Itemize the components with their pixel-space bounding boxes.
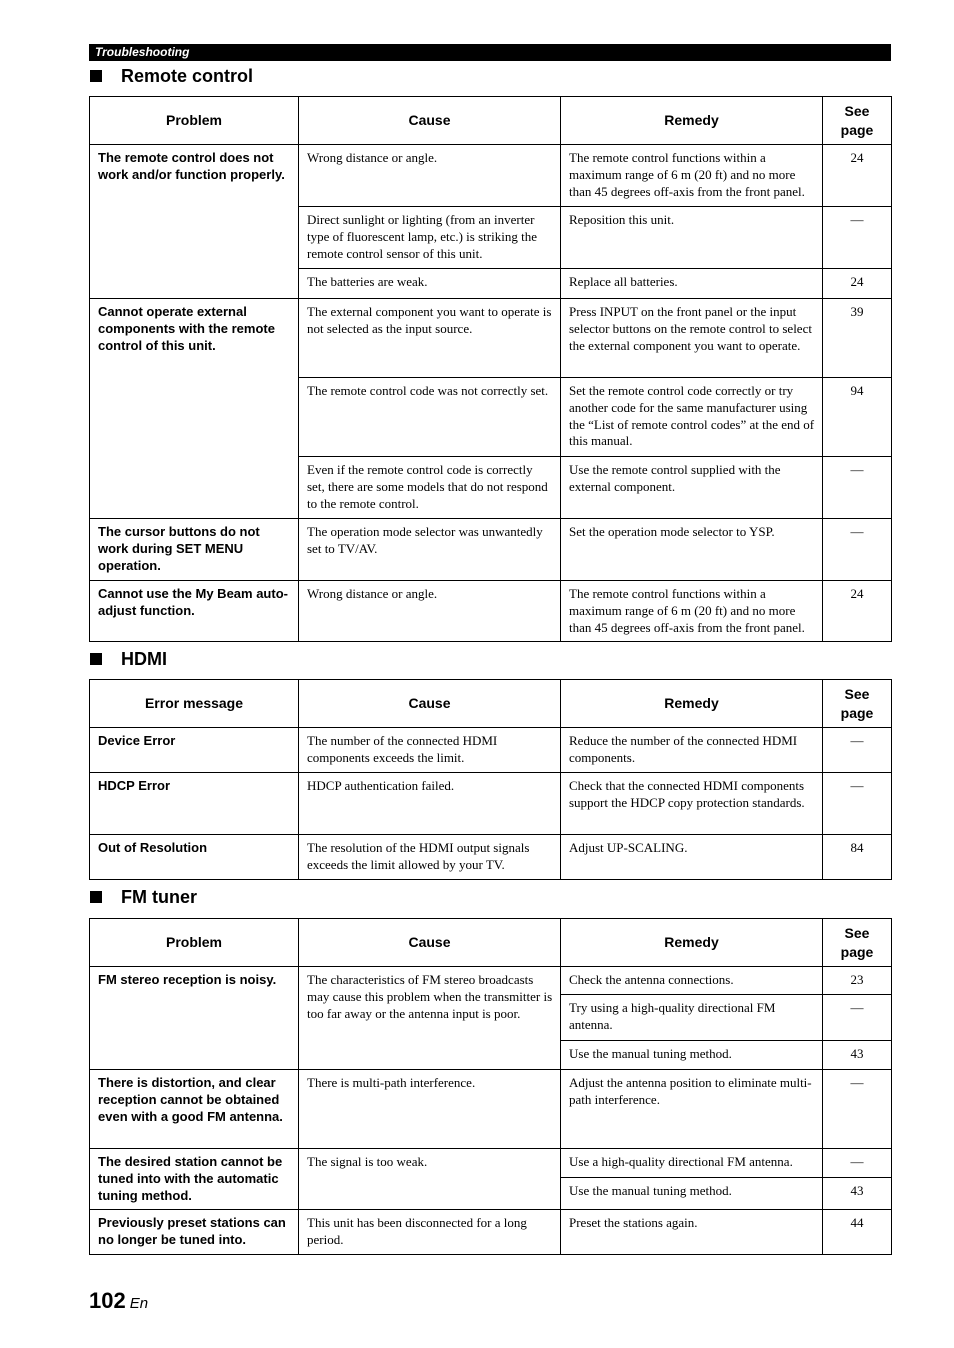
remedy-cell: Reduce the number of the connected HDMI components. (561, 728, 823, 773)
cause-cell: The signal is too weak. (299, 1149, 561, 1210)
cause-cell: The resolution of the HDMI output signals exceeds the limit allowed by your TV. (299, 835, 561, 880)
remedy-cell: Use the remote control supplied with the external component. (561, 457, 823, 519)
cause-cell: The operation mode selector was unwantedly set to TV/AV. (299, 519, 561, 581)
remedy-cell: Adjust UP-SCALING. (561, 835, 823, 880)
table-row (90, 519, 892, 581)
problem-cell: The remote control does not work and/or function properly. (90, 145, 299, 299)
remedy-cell: Try using a high-quality directional FM antenna. (561, 995, 823, 1041)
table-row (90, 967, 892, 995)
page-cell: 43 (823, 1041, 892, 1070)
hdmi-heading (89, 647, 891, 671)
cause-cell: This unit has been disconnected for a long period. (299, 1210, 561, 1255)
page-cell: 24 (823, 269, 892, 299)
remedy-cell: Set the operation mode selector to YSP. (561, 519, 823, 581)
language-code: En (129, 1295, 149, 1312)
page-cell: 24 (823, 581, 892, 642)
fm-tuner-heading (89, 885, 891, 909)
problem-cell: The desired station cannot be tuned into with the automatic tuning method. (90, 1149, 299, 1210)
error-message-cell: HDCP Error (90, 773, 299, 835)
remedy-cell: Press INPUT on the front panel or the input selector buttons on the remote control to select the external component you want to operate. (561, 299, 823, 378)
remedy-cell: Adjust the antenna position to eliminate multi-path interference. (561, 1070, 823, 1149)
column-header-cause: Cause (299, 919, 561, 967)
remedy-cell: Check the antenna connections. (561, 967, 823, 995)
page-cell: — (823, 457, 892, 519)
page-cell: — (823, 1149, 892, 1178)
cause-cell: Even if the remote control code is correctly set, there are some models that do not respond to the remote control. (299, 457, 561, 519)
page-cell: 23 (823, 967, 892, 995)
problem-cell: There is distortion, and clear reception cannot be obtained even with a good FM antenna. (90, 1070, 299, 1149)
page-cell: — (823, 728, 892, 773)
remedy-cell: Reposition this unit. (561, 207, 823, 269)
remedy-cell: Use the manual tuning method. (561, 1041, 823, 1070)
page-footer (89, 1288, 148, 1314)
cause-cell: The batteries are weak. (299, 269, 561, 299)
table-header-row (90, 680, 892, 728)
table-header-row (90, 97, 892, 145)
fm-tuner-title: FM tuner (121, 887, 197, 907)
table-header-row (90, 919, 892, 967)
page-cell: 24 (823, 145, 892, 207)
column-header-remedy: Remedy (561, 97, 823, 145)
remote-control-table (89, 96, 892, 642)
square-bullet-icon (90, 653, 102, 665)
page-cell: 84 (823, 835, 892, 880)
manual-page (89, 44, 891, 1255)
page-cell: — (823, 1070, 892, 1149)
column-header-see-page: See page (823, 680, 892, 728)
table-row (90, 1149, 892, 1178)
problem-cell: Cannot operate external components with the remote control of this unit. (90, 299, 299, 519)
table-row (90, 581, 892, 642)
column-header-error-message: Error message (90, 680, 299, 728)
column-header-cause: Cause (299, 97, 561, 145)
error-message-cell: Device Error (90, 728, 299, 773)
square-bullet-icon (90, 891, 102, 903)
square-bullet-icon (90, 70, 102, 82)
table-row (90, 835, 892, 880)
fm-tuner-table (89, 918, 892, 1255)
column-header-see-page: See page (823, 97, 892, 145)
column-header-cause: Cause (299, 680, 561, 728)
remedy-cell: Check that the connected HDMI components support the HDCP copy protection standards. (561, 773, 823, 835)
page-cell: — (823, 207, 892, 269)
hdmi-table (89, 679, 892, 880)
error-message-cell: Out of Resolution (90, 835, 299, 880)
page-cell: — (823, 519, 892, 581)
page-cell: — (823, 773, 892, 835)
hdmi-title: HDMI (121, 649, 167, 669)
column-header-remedy: Remedy (561, 680, 823, 728)
remedy-cell: Replace all batteries. (561, 269, 823, 299)
cause-cell: Direct sunlight or lighting (from an inverter type of fluorescent lamp, etc.) is striking the remote control sensor of this unit. (299, 207, 561, 269)
section-header-bar: Troubleshooting (89, 44, 891, 61)
table-row (90, 145, 892, 207)
column-header-see-page: See page (823, 919, 892, 967)
remote-control-title: Remote control (121, 66, 254, 86)
problem-cell: FM stereo reception is noisy. (90, 967, 299, 1070)
column-header-problem: Problem (90, 919, 299, 967)
page-cell: — (823, 995, 892, 1041)
remedy-cell: The remote control functions within a maximum range of 6 m (20 ft) and no more than 45 degrees off-axis from the front panel. (561, 581, 823, 642)
table-row (90, 1210, 892, 1255)
cause-cell: HDCP authentication failed. (299, 773, 561, 835)
column-header-remedy: Remedy (561, 919, 823, 967)
page-cell: 94 (823, 378, 892, 457)
cause-cell: Wrong distance or angle. (299, 145, 561, 207)
remedy-cell: Preset the stations again. (561, 1210, 823, 1255)
cause-cell: There is multi-path interference. (299, 1070, 561, 1149)
remedy-cell: Set the remote control code correctly or try another code for the same manufacturer using the “List of remote control codes” at the end of this manual. (561, 378, 823, 457)
remedy-cell: The remote control functions within a maximum range of 6 m (20 ft) and no more than 45 degrees off-axis from the front panel. (561, 145, 823, 207)
table-row (90, 299, 892, 378)
cause-cell: The number of the connected HDMI components exceeds the limit. (299, 728, 561, 773)
problem-cell: The cursor buttons do not work during SET MENU operation. (90, 519, 299, 581)
remedy-cell: Use a high-quality directional FM antenna. (561, 1149, 823, 1178)
cause-cell: Wrong distance or angle. (299, 581, 561, 642)
table-row (90, 773, 892, 835)
page-cell: 39 (823, 299, 892, 378)
table-row (90, 1070, 892, 1149)
column-header-problem: Problem (90, 97, 299, 145)
page-cell: 43 (823, 1178, 892, 1210)
problem-cell: Cannot use the My Beam auto-adjust function. (90, 581, 299, 642)
cause-cell: The remote control code was not correctly set. (299, 378, 561, 457)
remedy-cell: Use the manual tuning method. (561, 1178, 823, 1210)
cause-cell: The characteristics of FM stereo broadcasts may cause this problem when the transmitter is too far away or the antenna input is poor. (299, 967, 561, 1070)
problem-cell: Previously preset stations can no longer be tuned into. (90, 1210, 299, 1255)
remote-control-heading (89, 64, 891, 88)
table-row (90, 728, 892, 773)
page-cell: 44 (823, 1210, 892, 1255)
page-number: 102 (89, 1288, 126, 1313)
cause-cell: The external component you want to operate is not selected as the input source. (299, 299, 561, 378)
